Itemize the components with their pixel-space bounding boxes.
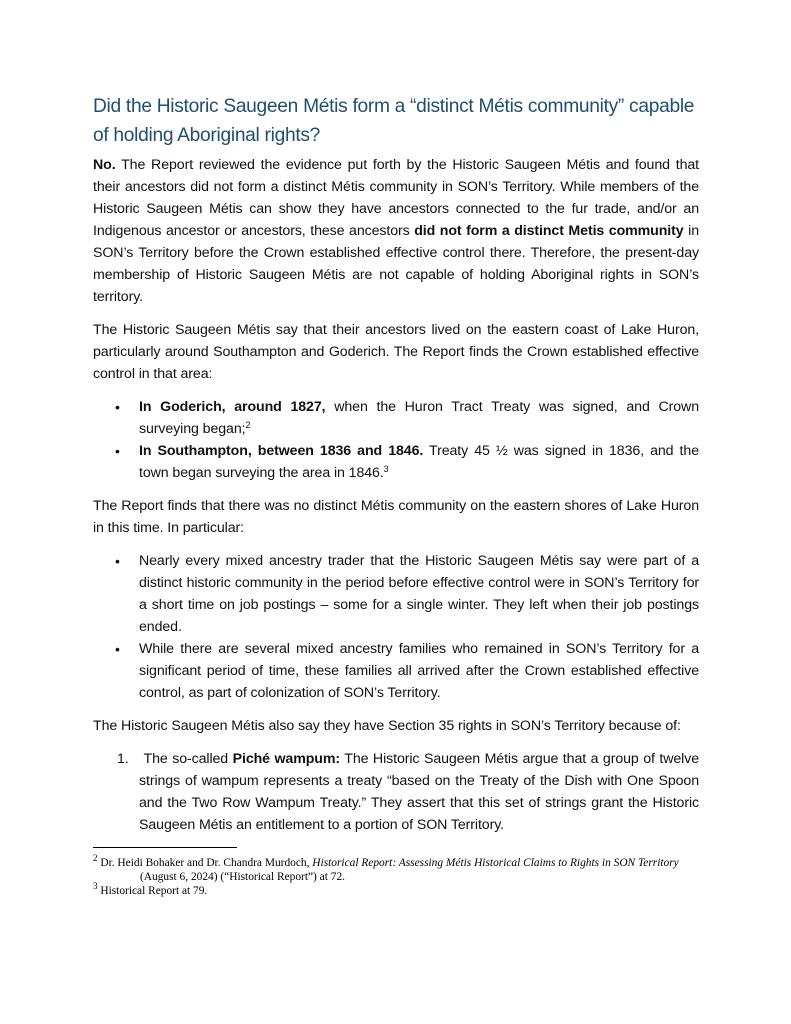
bullet-icon: • (115, 399, 120, 415)
answer-paragraph: No. The Report reviewed the evidence put forth by the Historic Saugeen Métis and found that their ancestors did not form a distinct Métis community in SON’s Territory. While members of the Historic Saugeen Métis can show they have ancestors connected to the fur trade, and/or an Indigenous ancestor or ancestors, these ancestors did not form a distinct Metis community in SON’s Territory before the Crown established effective control there. Therefore, the present-day membership of Historic Saugeen Métis are not capable of holding Aboriginal rights in SON’s territory. (93, 157, 699, 305)
footnote-number: 2 (93, 853, 98, 863)
list-item-southampton: • In Southampton, between 1836 and 1846. Treaty 45 ½ was signed in 1836, and the town began surveying the area in 1846.$^3$ (93, 440, 699, 484)
footnote-ref[interactable]: 2 (245, 420, 251, 430)
footnote-divider (93, 847, 237, 848)
claims-list (93, 748, 699, 836)
no-community-paragraph: The Report finds that there was no distinct Métis community on the eastern shores of Lake Huron in this time. In particular: (93, 498, 699, 536)
footnote-2: $^2$ Dr. Heidi Bohaker and Dr. Chandra Murdoch, Historical Report: Assessing Métis Historical Claims to Rights in SON Territory (August 6, 2024) (“Historical Report”) at 72. (93, 853, 679, 883)
list-item-families: • While there are several mixed ancestry families who remained in SON’s Territory for a significant period of time, these families all arrived after the Crown established effective control, as part of colonization of SON’s Territory. (93, 638, 699, 704)
footnote-ref[interactable]: 3 (383, 464, 389, 474)
section-heading: Did the Historic Saugeen Métis form a “distinct Métis community” capable of holding Aboriginal rights? (93, 96, 695, 146)
section35-paragraph: The Historic Saugeen Métis also say they have Section 35 rights in SON’s Territory because of: (93, 718, 681, 734)
ancestors-paragraph: The Historic Saugeen Métis say that their ancestors lived on the eastern coast of Lake Huron, particularly around Southampton and Goderich. The Report finds the Crown established effective control in that area: (93, 322, 699, 382)
bullet-icon: • (115, 553, 120, 569)
bullet-icon: • (115, 443, 120, 459)
list-item-goderich: • In Goderich, around 1827, when the Huron Tract Treaty was signed, and Crown surveying began;$^2$ (93, 396, 699, 440)
key-finding: did not form a distinct Metis community (414, 223, 684, 239)
list-number: 1. (117, 751, 129, 767)
bullet-icon: • (115, 641, 120, 657)
effective-control-list (93, 396, 699, 484)
footnote-3: $^3$ Historical Report at 79. (93, 881, 208, 897)
list-item-traders: • Nearly every mixed ancestry trader that the Historic Saugeen Métis say were part of a distinct historic community in the period before effective control were in SON’s Territory for a short time on job postings – some for a single winter. They left when their job postings ended. (93, 550, 699, 638)
list-item-piche-wampum: 1. The so-called Piché wampum: The Historic Saugeen Métis argue that a group of twelve strings of wampum represents a treaty “based on the Treaty of the Dish with One Spoon and the Two Row Wampum Treaty.” They assert that this set of strings grant the Historic Saugeen Métis an entitlement to a portion of SON Territory. (93, 748, 699, 836)
findings-list (93, 550, 699, 704)
footnote-number: 3 (93, 881, 98, 891)
answer-lead: No. (93, 157, 116, 173)
report-title: Historical Report: Assessing Métis Historical Claims to Rights in SON Territory (312, 857, 679, 869)
document-page (93, 92, 699, 898)
